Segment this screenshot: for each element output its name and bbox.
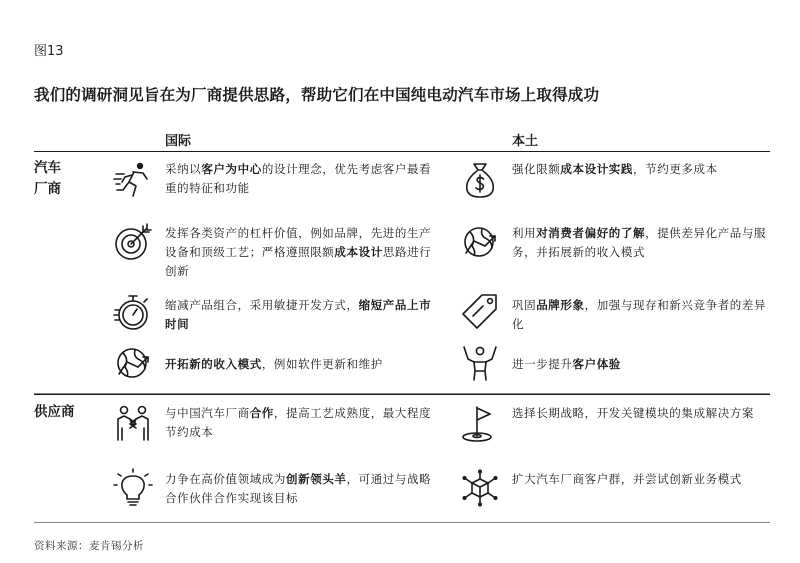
bold-phrase: 成本设计实践 <box>560 162 634 176</box>
money-bag-icon <box>460 160 500 200</box>
bold-phrase: 缩短产品上市时间 <box>165 298 432 331</box>
group-divider-line <box>34 394 770 395</box>
supplier-local-item-2 <box>512 470 772 489</box>
text-segment: 缩减产品组合，采用敏捷开发方式， <box>165 298 359 312</box>
text-segment: 强化限额 <box>512 162 561 176</box>
bold-phrase: 创新领头羊 <box>286 472 347 486</box>
text-segment: 与中国汽车厂商 <box>165 406 250 420</box>
oem-local-item-4 <box>512 355 772 374</box>
text-segment: ，提高工艺成熟度，最大程度节约成本 <box>165 406 432 439</box>
oem-international-item-1 <box>165 160 435 198</box>
group-label-oem-line2: 厂商 <box>34 181 61 197</box>
price-tag-icon <box>460 292 500 332</box>
golf-flag-icon <box>460 404 500 444</box>
bold-phrase: 品牌形象 <box>536 298 585 312</box>
bold-phrase: 客户为中心 <box>201 162 262 176</box>
runner-icon <box>113 160 153 200</box>
header-divider <box>34 151 770 152</box>
text-segment: ，例如软件更新和维护 <box>261 357 383 371</box>
bold-phrase: 成本设计 <box>334 245 383 259</box>
text-segment: 发挥各类资产的杠杆价值，例如品牌，先进的生产设备和顶级工艺；严格遵照限额 <box>165 226 432 259</box>
cheering-person-icon <box>460 343 500 383</box>
oem-international-item-2 <box>165 224 435 281</box>
text-segment: ，节约更多成本 <box>633 162 718 176</box>
source-note: 资料来源：麦肯锡分析 <box>34 540 144 552</box>
text-segment: 采纳以 <box>165 162 202 176</box>
text-segment: ，提供差异化产品与服务，并拓展新的收入模式 <box>512 226 767 259</box>
text-segment: 利用 <box>512 226 537 240</box>
supplier-local-item-1 <box>512 404 772 423</box>
text-segment: ，可通过与战略合作伙伴合作实现该目标 <box>165 472 432 505</box>
text-segment: 选择长期战略，开发关键模块的集成解决方案 <box>512 406 754 420</box>
text-segment: 进一步提升 <box>512 357 573 371</box>
column-header-international: 国际 <box>165 134 192 149</box>
text-segment: 力争在高价值领域成为 <box>165 472 286 486</box>
globe-arrows-icon <box>460 222 500 262</box>
bold-phrase: 对消费者偏好的了解 <box>536 226 646 240</box>
oem-local-item-1 <box>512 160 772 179</box>
text-segment: 扩大汽车厂商客户群，并尝试创新业务模式 <box>512 472 742 486</box>
text-segment: 巩固 <box>512 298 537 312</box>
group-label-supplier: 供应商 <box>34 404 75 420</box>
network-cube-icon <box>460 468 500 508</box>
supplier-international-item-2 <box>165 470 435 508</box>
column-header-local: 本土 <box>512 134 539 149</box>
oem-local-item-3 <box>512 296 772 334</box>
globe-arrows-icon <box>113 343 153 383</box>
oem-local-item-2 <box>512 224 772 262</box>
handshake-people-icon <box>113 404 153 444</box>
lightbulb-icon <box>113 468 153 508</box>
bold-phrase: 客户体验 <box>572 357 621 371</box>
footer-divider <box>34 522 770 523</box>
supplier-international-item-1 <box>165 404 435 442</box>
text-segment: 思路进行创新 <box>165 245 432 278</box>
page-title: 我们的调研洞见旨在为厂商提供思路，帮助它们在中国纯电动汽车市场上取得成功 <box>34 85 600 104</box>
oem-international-item-3 <box>165 296 435 334</box>
text-segment: ，加强与现存和新兴竞争者的差异化 <box>512 298 767 331</box>
group-label-oem <box>34 158 61 200</box>
text-segment: 的设计理念，优先考虑客户最看重的特征和功能 <box>165 162 432 195</box>
figure-label: 图13 <box>34 44 64 59</box>
stopwatch-icon <box>113 292 153 332</box>
bold-phrase: 开拓新的收入模式 <box>165 357 262 371</box>
bold-phrase: 合作 <box>249 406 274 420</box>
target-arrow-icon <box>113 222 153 262</box>
oem-international-item-4 <box>165 355 435 374</box>
group-label-oem-line1: 汽车 <box>34 160 61 176</box>
